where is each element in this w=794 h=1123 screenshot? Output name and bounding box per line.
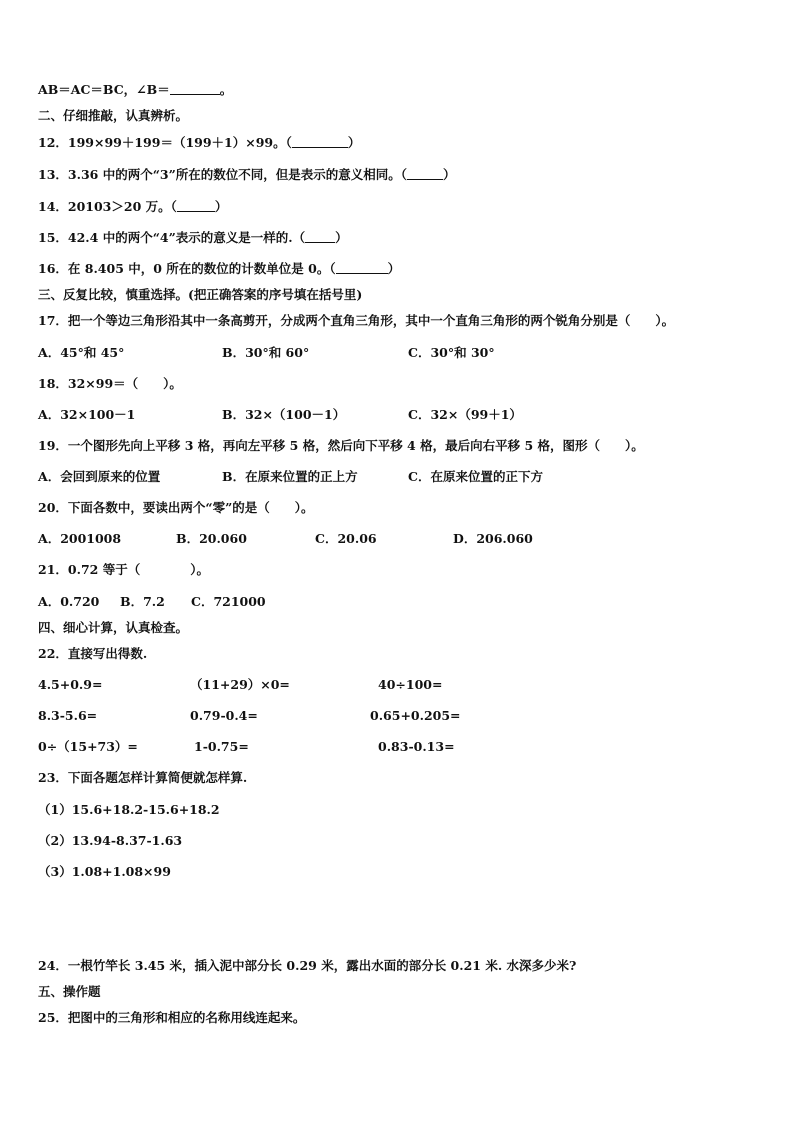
question-17: 17．把一个等边三角形沿其中一条高剪开，分成两个直角三角形，其中一个直角三角形的两个锐角分别是（ ）。 bbox=[38, 313, 675, 328]
question-20: 20．下面各数中，要读出两个“零”的是（ ）。 bbox=[38, 500, 314, 515]
q20-option-d[interactable]: D．206.060 bbox=[453, 531, 533, 546]
q23-item: （3）1.08+1.08×99 bbox=[38, 864, 171, 879]
q19-option-a[interactable]: A．会回到原来的位置 bbox=[38, 469, 161, 484]
q21-option-b[interactable]: B．7.2 bbox=[120, 594, 165, 609]
q18-option-a[interactable]: A．32×100－1 bbox=[38, 407, 136, 422]
answer-blank[interactable] bbox=[170, 82, 220, 95]
section-3-heading: 三、反复比较，慎重选择。(把正确答案的序号填在括号里) bbox=[38, 287, 363, 302]
q19-option-c[interactable]: C．在原来位置的正下方 bbox=[408, 469, 543, 484]
question-18: 18．32×99＝（ ）。 bbox=[38, 376, 182, 391]
question-15: 15．42.4 中的两个“4”表示的意义是一样的.（ ） bbox=[38, 230, 348, 245]
q18-option-c[interactable]: C．32×（99＋1） bbox=[408, 407, 522, 422]
answer-blank[interactable] bbox=[407, 167, 443, 180]
q21-option-a[interactable]: A．0.720 bbox=[38, 594, 100, 609]
calc-item: 0÷（15+73）= bbox=[38, 739, 138, 754]
q21-option-c[interactable]: C．721000 bbox=[191, 594, 266, 609]
answer-blank[interactable] bbox=[292, 135, 348, 148]
answer-blank[interactable] bbox=[305, 230, 335, 243]
q17-option-a[interactable]: A．45°和 45° bbox=[38, 345, 125, 360]
question-14: 14．20103＞20 万。（ ） bbox=[38, 199, 228, 214]
question-19: 19．一个图形先向上平移 3 格，再向左平移 5 格，然后向下平移 4 格，最后向右平移 5 格，图形（ ）。 bbox=[38, 438, 644, 453]
section-2-heading: 二、仔细推敲，认真辨析。 bbox=[38, 108, 189, 123]
answer-blank[interactable] bbox=[177, 199, 215, 212]
section-4-heading: 四、细心计算，认真检查。 bbox=[38, 620, 189, 635]
q17-option-c[interactable]: C．30°和 30° bbox=[408, 345, 495, 360]
q18-option-b[interactable]: B．32×（100－1） bbox=[222, 407, 346, 422]
question-13: 13．3.36 中的两个“3”所在的数位不同，但是表示的意义相同。（ ） bbox=[38, 167, 456, 182]
calc-item: 4.5+0.9= bbox=[38, 677, 103, 692]
q20-option-b[interactable]: B．20.060 bbox=[176, 531, 247, 546]
calc-item: （11+29）×0= bbox=[190, 677, 290, 692]
question-24: 24．一根竹竿长 3.45 米，插入泥中部分长 0.29 米，露出水面的部分长 0.21 米. 水深多少米? bbox=[38, 958, 577, 973]
question-25: 25．把图中的三角形和相应的名称用线连起来。 bbox=[38, 1010, 306, 1025]
calc-item: 1-0.75= bbox=[194, 739, 249, 754]
question-16: 16．在 8.405 中，0 所在的数位的计数单位是 0。（ ） bbox=[38, 261, 401, 276]
question-21: 21．0.72 等于（ ）。 bbox=[38, 562, 209, 577]
q20-option-c[interactable]: C．20.06 bbox=[315, 531, 377, 546]
question-22: 22．直接写出得数. bbox=[38, 646, 148, 661]
q23-item: （1）15.6+18.2-15.6+18.2 bbox=[38, 802, 220, 817]
q23-item: （2）13.94-8.37-1.63 bbox=[38, 833, 183, 848]
question-12: 12．199×99＋199＝（199＋1）×99。（ ） bbox=[38, 135, 361, 150]
calc-item: 0.83-0.13= bbox=[378, 739, 455, 754]
section-5-heading: 五、操作题 bbox=[38, 984, 101, 999]
q17-option-b[interactable]: B．30°和 60° bbox=[222, 345, 310, 360]
q11-continuation: AB＝AC＝BC，∠B＝ 。 bbox=[38, 82, 233, 97]
answer-blank[interactable] bbox=[336, 261, 388, 274]
question-23: 23．下面各题怎样计算简便就怎样算. bbox=[38, 770, 248, 785]
q19-option-b[interactable]: B．在原来位置的正上方 bbox=[222, 469, 358, 484]
q20-option-a[interactable]: A．2001008 bbox=[38, 531, 122, 546]
calc-item: 8.3-5.6= bbox=[38, 708, 98, 723]
calc-item: 0.79-0.4= bbox=[190, 708, 258, 723]
calc-item: 0.65+0.205= bbox=[370, 708, 461, 723]
calc-item: 40÷100= bbox=[378, 677, 443, 692]
